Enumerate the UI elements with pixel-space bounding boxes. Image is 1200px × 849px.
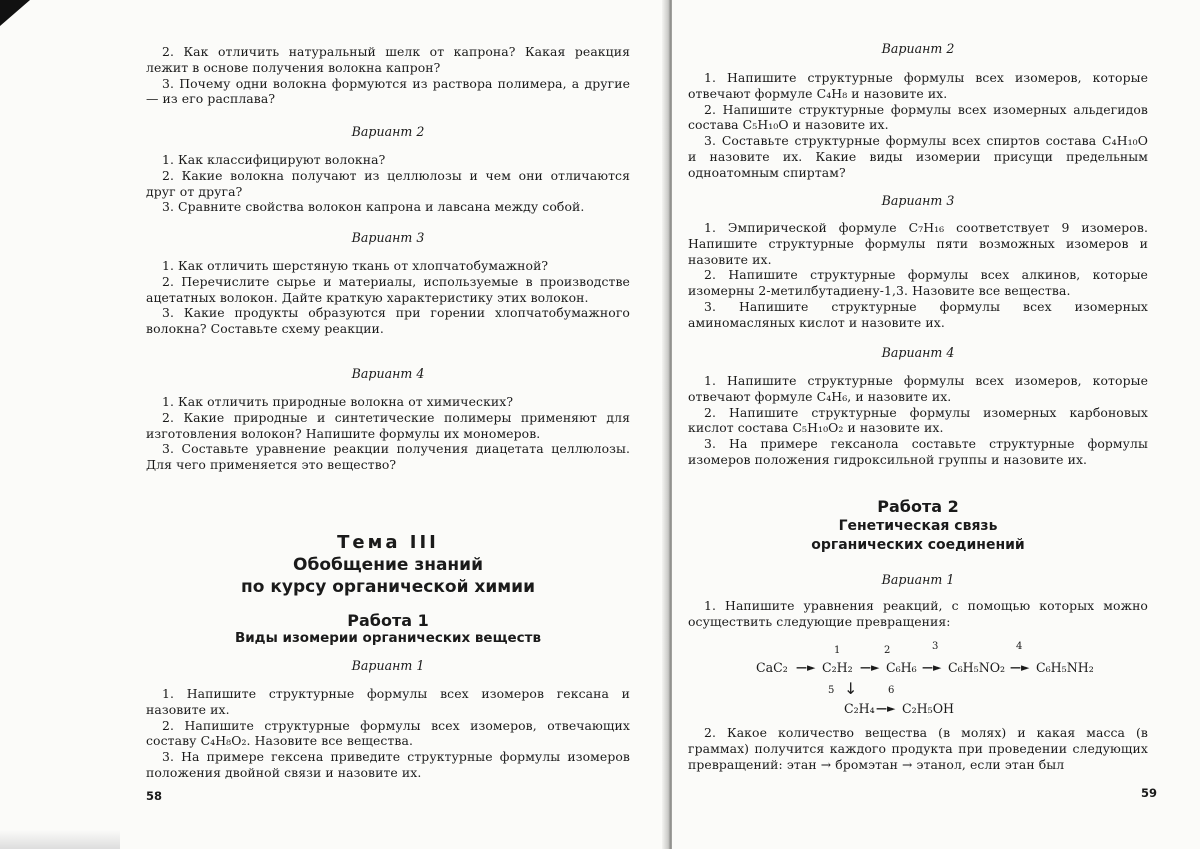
- scan-shadow-corner: [0, 0, 30, 26]
- compound-formula: C₆H₅NH₂: [1036, 660, 1094, 675]
- page-number: 58: [146, 789, 163, 803]
- question-paragraph: 2. Напишите структурные формулы всех изомеров, отвечающих составу C₄H₈O₂. Назовите все вещества.: [146, 717, 630, 749]
- question-paragraph: 1. Напишите уравнения реакций, с помощью которых можно осуществить следующие превращения:: [688, 598, 1148, 629]
- question-paragraph: 3. Составьте структурные формулы всех спиртов состава C₄H₁₀O и назовите их. Какие виды изомерии присущи предельным одноатомным спиртам?: [688, 133, 1148, 180]
- variant-3-heading: Вариант 3: [881, 193, 955, 208]
- variant-2-heading: Вариант 2: [881, 41, 955, 56]
- reaction-arrow: —►: [876, 702, 896, 715]
- work-2-heading: Работа 2: [877, 497, 959, 516]
- work-2-subtitle-line: органических соединений: [811, 537, 1025, 553]
- topic-title-line: по курсу органической химии: [241, 577, 535, 597]
- work-2-variant-1-heading: Вариант 1: [881, 572, 955, 587]
- work-2-task-1: [688, 598, 1148, 630]
- step-number: 2: [884, 645, 891, 656]
- question-paragraph: 3. Почему одни волокна формуются из раствора полимера, а другие — из его расплава?: [146, 75, 630, 107]
- intro-questions: [146, 44, 630, 107]
- work-1-variant-1-heading: Вариант 1: [351, 658, 425, 673]
- compound-formula: C₆H₅NO₂: [948, 660, 1006, 675]
- variant-2-questions: [688, 70, 1148, 181]
- reaction-arrow: —►: [1010, 661, 1030, 674]
- step-number: 4: [1016, 641, 1023, 652]
- variant-3-heading: Вариант 3: [351, 230, 425, 245]
- question-paragraph: 3. Какие продукты образуются при горении хлопчатобумажного волокна? Составьте схему реакции.: [146, 305, 630, 337]
- question-paragraph: 1. Напишите структурные формулы всех изомеров гексана и назовите их.: [146, 686, 630, 717]
- work-1-subtitle: Виды изомерии органических веществ: [234, 630, 542, 646]
- topic-title-line: Обобщение знаний: [293, 555, 483, 575]
- step-number: 6: [888, 685, 895, 696]
- question-paragraph: 3. На примере гексанола составьте структурные формулы изомеров положения гидроксильной группы и назовите их.: [688, 436, 1148, 467]
- page-number: 59: [1141, 786, 1158, 800]
- question-paragraph: 1. Как отличить природные волокна от химических?: [162, 394, 514, 409]
- question-paragraph: 2. Напишите структурные формулы всех алкинов, которые изомерны 2-метилбутадиену-1,3. Назовите все вещества.: [688, 267, 1148, 299]
- question-paragraph: 1. Напишите структурные формулы всех изомеров, которые отвечают формуле C₄H₆, и назовите их.: [688, 373, 1148, 404]
- step-number: 3: [932, 641, 939, 652]
- variant-2-questions: [146, 152, 630, 215]
- variant-4-heading: Вариант 4: [881, 345, 955, 360]
- work-1-variant-1-questions: [146, 686, 630, 781]
- down-arrow-icon: ↓: [844, 679, 858, 698]
- question-paragraph: 2. Какое количество вещества (в молях) и какая масса (в граммах) получится каждого продукта при проведении следующих превращений: этан → бромэтан → этанол, если этан был: [688, 725, 1148, 772]
- question-paragraph: 3. На примере гексена приведите структурные формулы изомеров положения двойной связи и назовите их.: [146, 749, 630, 780]
- question-paragraph: 1. Напишите структурные формулы всех изомеров, которые отвечают формуле C₄H₈ и назовите их.: [688, 70, 1148, 101]
- scan-shadow-edge: [0, 830, 120, 849]
- step-number: 1: [834, 645, 841, 656]
- question-paragraph: 2. Какие природные и синтетические полимеры применяют для изготовления волокон? Напишите формулы их мономеров.: [146, 409, 630, 441]
- question-paragraph: 3. Напишите структурные формулы всех изомерных аминомасляных кислот и назовите их.: [688, 298, 1148, 330]
- reaction-scheme: [756, 641, 1136, 721]
- work-2-task-2: [688, 725, 1148, 772]
- question-paragraph: 2. Какие волокна получают из целлюлозы и чем они отличаются друг от друга?: [146, 167, 630, 199]
- compound-formula: CaC₂: [756, 660, 788, 675]
- compound-formula: C₂H₂: [822, 660, 853, 675]
- compound-formula: C₆H₆: [886, 660, 917, 675]
- reaction-arrow: —►: [922, 661, 942, 674]
- question-paragraph: 1. Эмпирической формуле C₇H₁₆ соответствует 9 изомеров. Напишите структурные формулы пяти возможных изомеров и назовите их.: [688, 220, 1148, 267]
- variant-4-questions: [688, 373, 1148, 468]
- work-2-subtitle-line: Генетическая связь: [838, 518, 998, 534]
- variant-3-questions: [688, 220, 1148, 331]
- step-number: 5: [828, 685, 835, 696]
- question-paragraph: 2. Как отличить натуральный шелк от капрона? Какая реакция лежит в основе получения волокна капрон?: [146, 44, 630, 75]
- reaction-arrow: —►: [860, 661, 880, 674]
- reaction-arrow: —►: [796, 661, 816, 674]
- question-paragraph: 3. Составьте уравнение реакции получения диацетата целлюлозы. Для чего применяется это вещество?: [146, 441, 630, 473]
- variant-2-heading: Вариант 2: [351, 124, 425, 139]
- variant-3-questions: [146, 258, 630, 337]
- question-paragraph: 3. Сравните свойства волокон капрона и лавсана между собой.: [162, 199, 585, 215]
- question-paragraph: 2. Напишите структурные формулы изомерных карбоновых кислот состава C₅H₁₀O₂ и назовите их.: [688, 404, 1148, 436]
- compound-formula: C₂H₅OH: [902, 701, 955, 716]
- compound-formula: C₂H₄: [844, 701, 875, 716]
- variant-4-heading: Вариант 4: [351, 366, 425, 381]
- question-paragraph: 2. Напишите структурные формулы всех изомерных альдегидов состава C₅H₁₀O и назовите их.: [688, 101, 1148, 133]
- work-1-heading: Работа 1: [347, 611, 429, 630]
- topic-heading: Тема III: [337, 532, 439, 553]
- question-paragraph: 1. Как классифицируют волокна?: [162, 152, 386, 167]
- question-paragraph: 1. Как отличить шерстяную ткань от хлопчатобумажной?: [162, 258, 549, 273]
- question-paragraph: 2. Перечислите сырье и материалы, используемые в производстве ацетатных волокон. Дайте краткую характеристику этих волокон.: [146, 273, 630, 305]
- variant-4-questions: [146, 394, 630, 473]
